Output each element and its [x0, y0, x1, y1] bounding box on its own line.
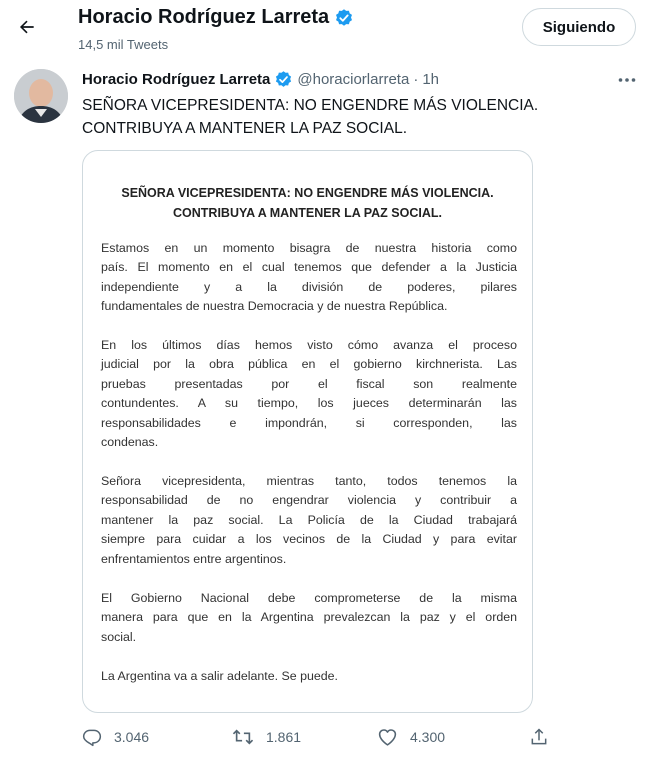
- verified-badge-icon: [334, 8, 354, 28]
- document-paragraph: [101, 472, 517, 569]
- profile-title: [78, 6, 354, 29]
- document-line: responsabilidad de no engendrar violencia y contribuir a: [101, 493, 517, 508]
- retweet-count: 1.861: [266, 729, 302, 745]
- reply-count: 3.046: [114, 729, 150, 745]
- retweet-icon: [232, 727, 254, 747]
- document-line: independiente y a la división de poderes, pilares: [101, 279, 517, 294]
- document-title-line: CONTRIBUYA A MANTENER LA PAZ SOCIAL.: [173, 206, 442, 220]
- document-title-line: SEÑORA VICEPRESIDENTA: NO ENGENDRE MÁS VIOLENCIA.: [121, 186, 494, 200]
- document-line: fundamentales de nuestra Democracia y de nuestra República.: [101, 299, 448, 314]
- document-line: país. El momento en el cual tenemos que defender a la Justicia: [101, 260, 517, 275]
- document-line: manera para que en la Argentina prevalezcan la paz y el orden: [101, 610, 517, 625]
- heart-icon: [377, 727, 398, 747]
- top-header: [0, 0, 655, 58]
- reply-icon: [82, 727, 102, 747]
- author-handle[interactable]: @horaciorlarreta: [297, 71, 410, 88]
- tweet-time[interactable]: 1h: [422, 71, 439, 88]
- tweet-text-line: SEÑORA VICEPRESIDENTA: NO ENGENDRE MÁS VIOLENCIA.: [82, 97, 539, 114]
- avatar[interactable]: [14, 69, 68, 123]
- share-icon: [529, 727, 549, 747]
- like-count: 4.300: [410, 729, 446, 745]
- document-line: enfrentamientos entre argentinos.: [101, 551, 287, 566]
- document-line: judicial por la obra pública en el gobierno kirchnerista. Las: [101, 357, 517, 372]
- document-line: En los últimos días hemos visto cómo avanza el proceso: [101, 338, 517, 352]
- share-button[interactable]: [529, 722, 549, 752]
- author-name[interactable]: Horacio Rodríguez Larreta: [82, 71, 271, 88]
- retweet-button[interactable]: [232, 722, 301, 752]
- tweet-action-bar: [0, 722, 655, 752]
- reply-button[interactable]: [82, 722, 149, 752]
- document-paragraph: [101, 589, 517, 647]
- tweet-header: [82, 70, 439, 89]
- document-line: El Gobierno Nacional debe comprometerse de la misma: [101, 591, 517, 605]
- verified-badge-icon: [274, 70, 293, 89]
- document-paragraph: [101, 667, 517, 686]
- document-line: mantener la paz social. La Policía de la Ciudad trabajará: [101, 512, 517, 527]
- document-line: siempre para cuidar a los vecinos de la Ciudad y para evitar: [101, 532, 517, 547]
- document-line: La Argentina va a salir adelante. Se puede.: [101, 669, 338, 683]
- document-line: contundentes. A su tiempo, los jueces determinarán las: [101, 396, 517, 411]
- document-line: Señora vicepresidenta, mientras tanto, todos tenemos la: [101, 474, 517, 488]
- more-options-button[interactable]: [614, 70, 640, 90]
- like-button[interactable]: [377, 722, 445, 752]
- document-line: Estamos en un momento bisagra de nuestra historia como: [101, 241, 517, 255]
- arrow-left-icon: [17, 17, 37, 37]
- tweet-text-line: CONTRIBUYA A MANTENER LA PAZ SOCIAL.: [82, 120, 408, 137]
- back-button[interactable]: [12, 12, 42, 42]
- more-horizontal-icon: [618, 77, 636, 83]
- document-paragraph: [101, 336, 517, 452]
- tweet-text: [82, 94, 642, 140]
- document-title: [83, 183, 532, 223]
- profile-name: Horacio Rodríguez Larreta: [78, 6, 330, 28]
- attached-document-image[interactable]: [82, 150, 533, 713]
- document-line: social.: [101, 629, 137, 644]
- document-line: responsabilidades e impondrán, si corresponden, las: [101, 415, 517, 430]
- document-line: condenas.: [101, 434, 159, 449]
- document-paragraph: [101, 239, 517, 317]
- tweet-count: 14,5 mil Tweets: [78, 37, 169, 52]
- separator-dot: ·: [413, 71, 419, 88]
- following-button[interactable]: Siguiendo: [522, 8, 636, 46]
- document-line: pruebas presentadas por el fiscal son realmente: [101, 376, 517, 391]
